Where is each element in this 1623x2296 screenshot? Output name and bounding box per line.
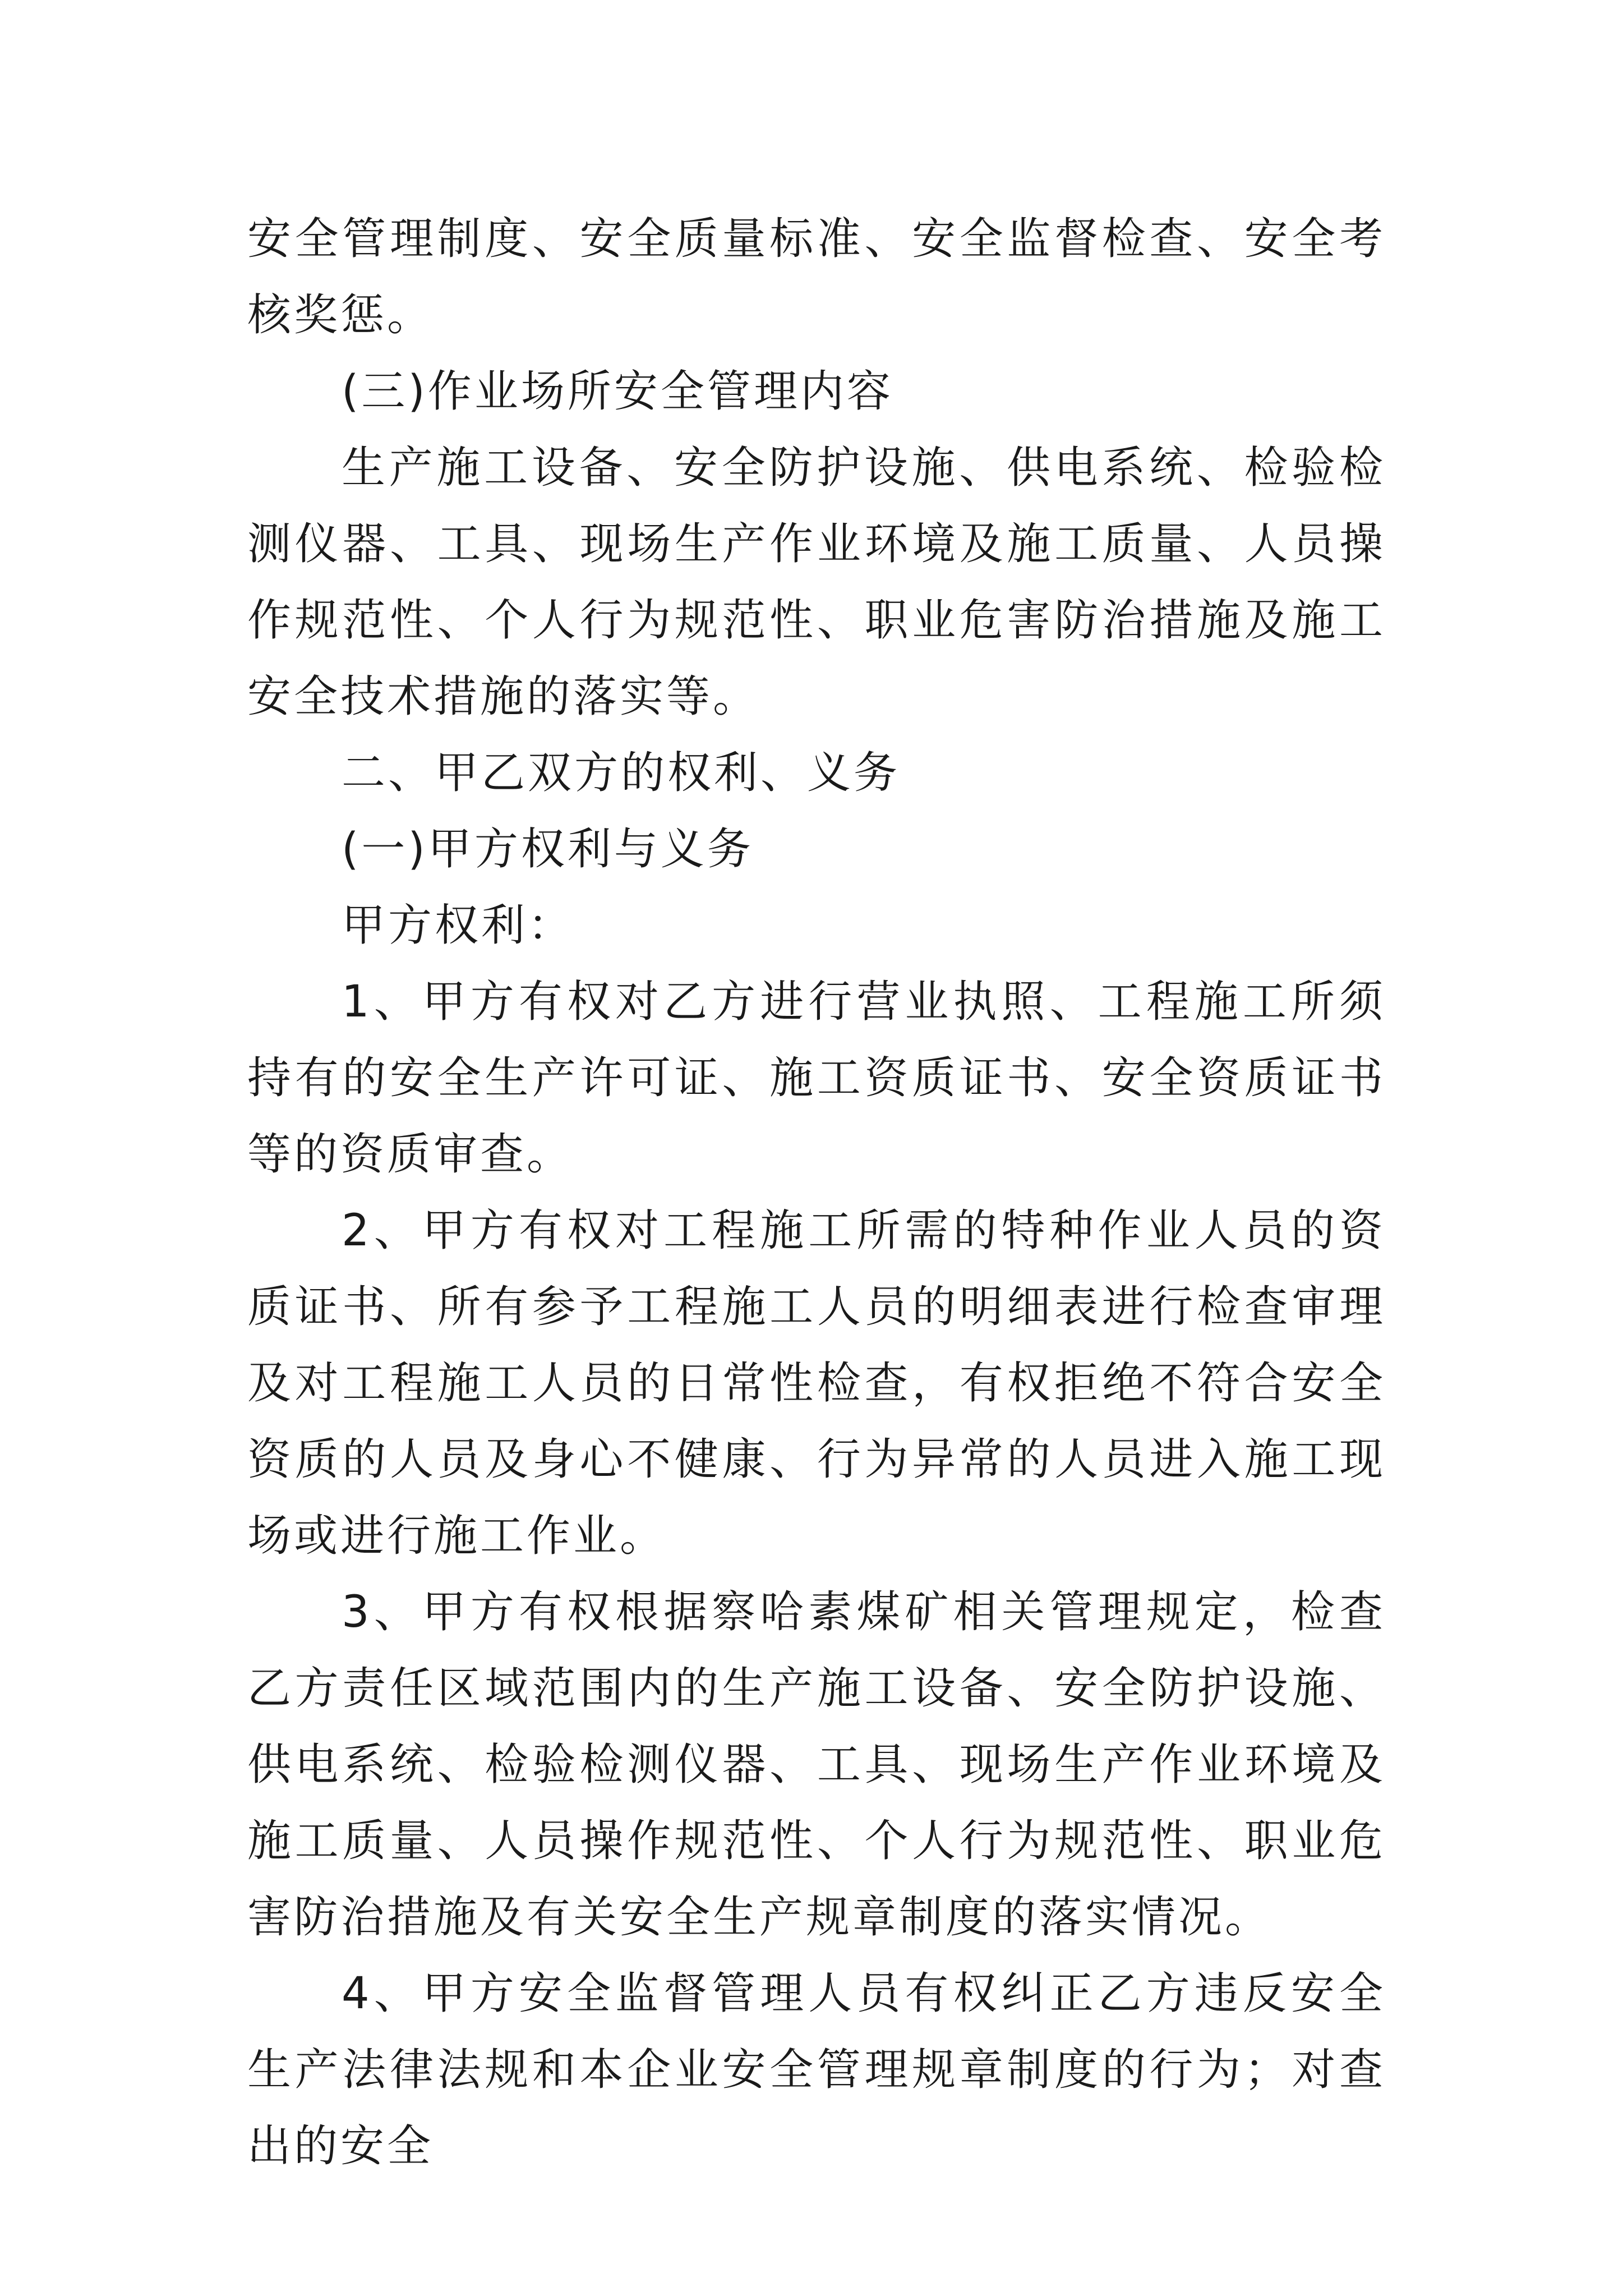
list-item: 1、甲方有权对乙方进行营业执照、工程施工所须持有的安全生产许可证、施工资质证书、安全资质证书等的资质审查。 [247, 977, 1386, 1180]
paragraph: 安全管理制度、安全质量标准、安全监督检查、安全考核奖惩。 [247, 214, 1386, 341]
subsection-heading: (三)作业场所安全管理内容 [342, 366, 893, 417]
paragraph: 甲方权利： [342, 900, 575, 951]
list-item: 3、甲方有权根据察哈素煤矿相关管理规定，检查乙方责任区域范围内的生产施工设备、安全防护设施、供电系统、检验检测仪器、工具、现场生产作业环境及施工质量、人员操作规范性、个人行为规范性、职业危害防治措施及有关安全生产规章制度的落实情况。 [247, 1587, 1386, 1943]
body-text [247, 201, 1386, 2184]
paragraph: 生产施工设备、安全防护设施、供电系统、检验检测仪器、工具、现场生产作业环境及施工质量、人员操作规范性、个人行为规范性、职业危害防治措施及施工安全技术措施的落实等。 [247, 443, 1386, 722]
subsection-heading: (一)甲方权利与义务 [342, 824, 754, 875]
section-heading: 二、甲乙双方的权利、义务 [342, 748, 901, 798]
list-item: 2、甲方有权对工程施工所需的特种作业人员的资质证书、所有参予工程施工人员的明细表进行检查审理及对工程施工人员的日常性检查，有权拒绝不符合安全资质的人员及身心不健康、行为异常的人员进入施工现场或进行施工作业。 [247, 1205, 1386, 1561]
list-item: 4、甲方安全监督管理人员有权纠正乙方违反安全生产法律法规和本企业安全管理规章制度的行为；对查出的安全 [247, 1968, 1386, 2171]
